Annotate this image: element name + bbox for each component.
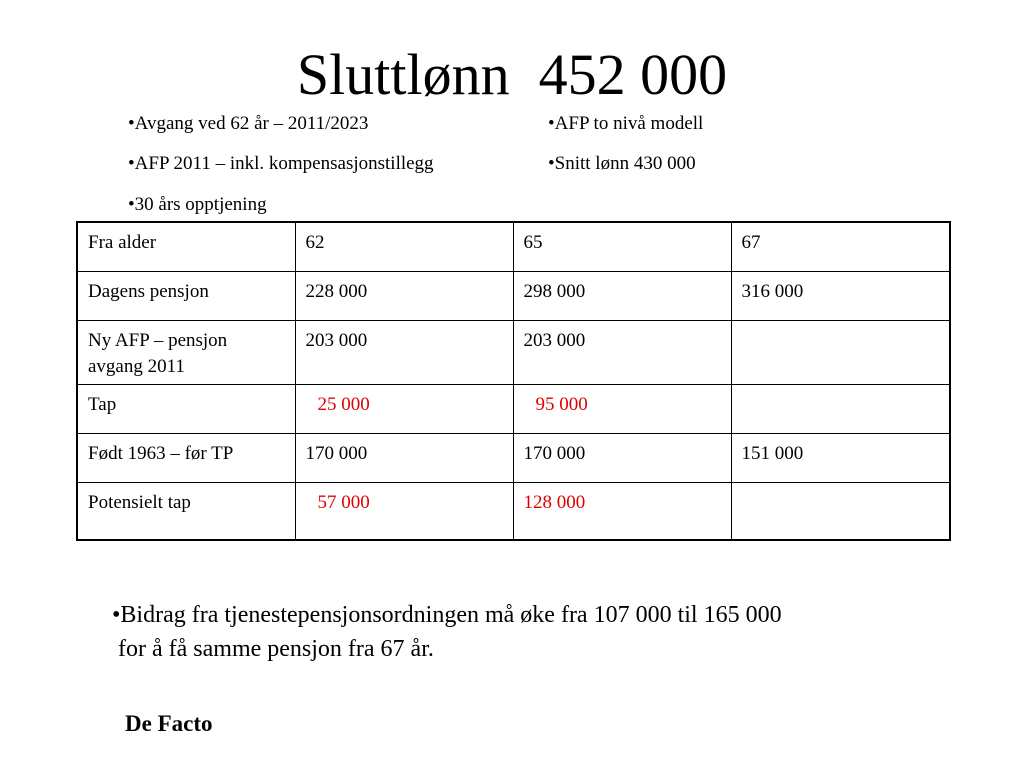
source-label: De Facto [125, 711, 213, 736]
table-cell-loss: 128 000 [513, 482, 731, 540]
table-cell [731, 482, 950, 540]
note-line-2: for å få samme pensjon fra 67 år. [118, 636, 434, 662]
table-cell: 62 [295, 222, 513, 271]
table-cell [731, 320, 950, 384]
pension-contribution-note [112, 598, 782, 666]
table-cell: 228 000 [295, 271, 513, 320]
note-line-1: •Bidrag fra tjenestepensjonsordningen må øke fra 107 000 til 165 000 [112, 602, 782, 628]
table-cell: Tap [77, 384, 295, 433]
table-cell: 67 [731, 222, 950, 271]
table-cell [731, 384, 950, 433]
table-cell: 203 000 [295, 320, 513, 384]
table-cell: 203 000 [513, 320, 731, 384]
table-row-loss [77, 384, 950, 433]
table-cell: 170 000 [295, 433, 513, 482]
pension-table [76, 221, 951, 541]
table-cell: 151 000 [731, 433, 950, 482]
table-row-potential-loss [77, 482, 950, 540]
table-cell: Potensielt tap [77, 482, 295, 540]
table-cell-loss: 25 000 [295, 384, 513, 433]
table-cell: 316 000 [731, 271, 950, 320]
table-cell: 65 [513, 222, 731, 271]
bullet-afp-2011: •AFP 2011 – inkl. kompensasjonstillegg [128, 153, 434, 174]
table-row-born-1963 [77, 433, 950, 482]
slide-title: Sluttlønn 452 000 [296, 42, 728, 107]
table-cell-loss: 95 000 [513, 384, 731, 433]
table-row-header [77, 222, 950, 271]
table-cell-loss: 57 000 [295, 482, 513, 540]
bullet-earning-years: •30 års opptjening [128, 194, 267, 215]
bullet-afp-model: •AFP to nivå modell [548, 113, 704, 134]
table-cell: Født 1963 – før TP [77, 433, 295, 482]
table-cell: Ny AFP – pensjon avgang 2011 [77, 320, 295, 384]
table-row-new-afp [77, 320, 950, 384]
table-cell: 170 000 [513, 433, 731, 482]
bullet-average-salary: •Snitt lønn 430 000 [548, 153, 696, 174]
table-cell: Dagens pensjon [77, 271, 295, 320]
table-row-current-pension [77, 271, 950, 320]
table-cell: Fra alder [77, 222, 295, 271]
table-cell: 298 000 [513, 271, 731, 320]
bullet-retirement-age: •Avgang ved 62 år – 2011/2023 [128, 113, 369, 134]
